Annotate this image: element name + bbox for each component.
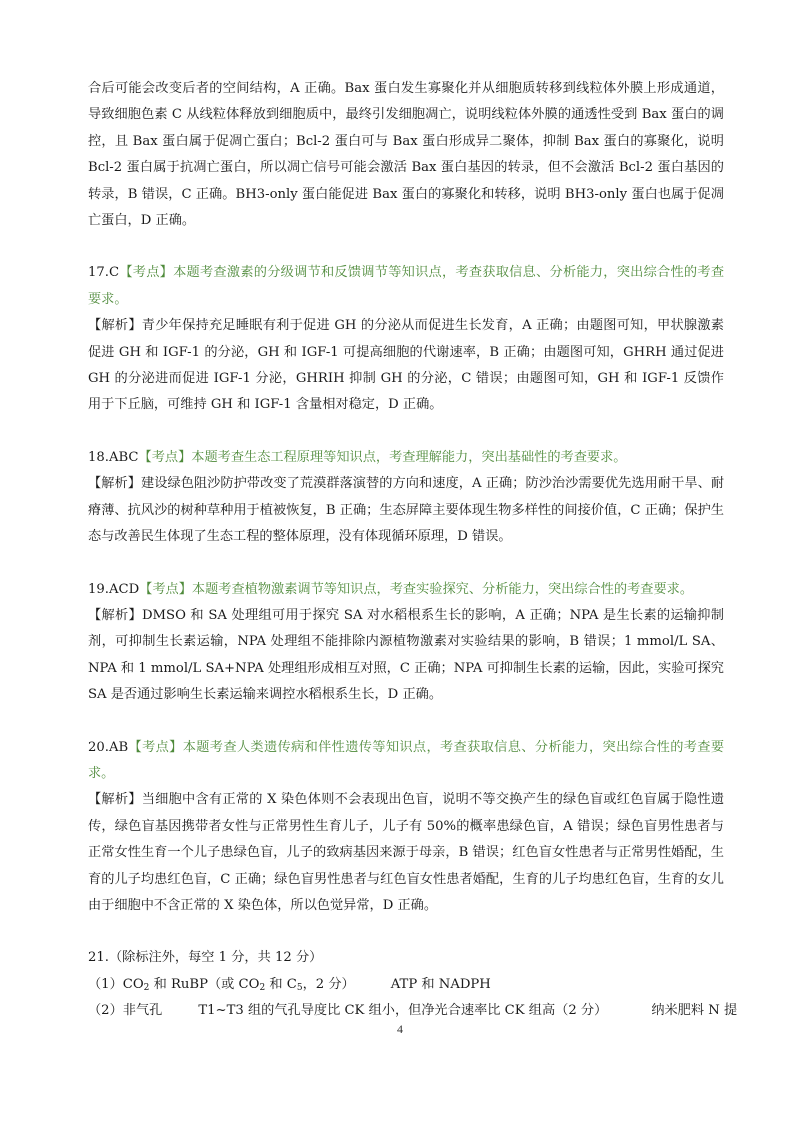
question-21 xyxy=(88,945,738,1024)
q18-kaodian-label: 【考点】 xyxy=(138,449,192,465)
q21-l1-answer2: ATP 和 NADPH xyxy=(390,976,491,992)
q21-header: 21.（除标注外，每空 1 分，共 12 分） xyxy=(88,950,323,966)
q17-kaodian-line xyxy=(88,260,724,313)
q21-l1-mid1: 和 RuBP（或 CO xyxy=(149,976,260,992)
q20-jiexi-text: 当细胞中含有正常的 X 染色体则不会表现出色盲，说明不等交换产生的绿色盲或红色盲属于隐性遗传，绿色盲基因携带者女性与正常男性生育儿子，儿子有 50%的概率患绿色盲，A 错误；绿色盲男性患者与正常女性生育一个儿子患绿色盲，儿子的致病基因来源于母亲，B 错误；红色盲女性患者与正常男性婚配，生育的儿子均患红色盲，C 正确；绿色盲男性患者与红色盲女性患者婚配，生育的儿子均患红色盲，生育的女儿由于细胞中不含正常的 X 染色体，所以色觉异常，D 正确。 xyxy=(88,792,725,913)
q17-jiexi-text: 青少年保持充足睡眠有利于促进 GH 的分泌从而促进生长发育，A 正确；由题图可知，甲状腺激素促进 GH 和 IGF-1 的分泌，GH 和 IGF-1 可提高细胞的代谢速率，B 正确；由题图可知，GHRH 通过促进 GH 的分泌进而促进 IGF-1 分泌，GHRIH 抑制 GH 的分泌，C 错误；由题图可知，GH 和 IGF-1 反馈作用于下丘脑，可维持 GH 和 IGF-1 含量相对稳定，D 正确。 xyxy=(88,318,724,413)
q19-jiexi-line xyxy=(88,603,724,709)
q17-jiexi-label: 【解析】 xyxy=(88,318,142,334)
q17-kaodian-text: 本题考查激素的分级调节和反馈调节等知识点，考查获取信息、分析能力，突出综合性的考查要求。 xyxy=(88,265,725,307)
question-20 xyxy=(88,735,724,920)
q21-l2-answer3: 纳米肥料 N 提 xyxy=(651,1003,738,1019)
q17-number: 17.C xyxy=(88,265,120,281)
q20-kaodian-text: 本题考查人类遗传病和伴性遗传等知识点，考查获取信息、分析能力，突出综合性的考查要求。 xyxy=(88,739,725,781)
q21-l1-prefix: （1）CO xyxy=(88,976,144,992)
q17-jiexi-line xyxy=(88,313,724,419)
q19-kaodian-label: 【考点】 xyxy=(139,581,192,597)
q19-jiexi-text: DMSO 和 SA 处理组可用于探究 SA 对水稻根系生长的影响，A 正确；NPA 是生长素的运输抑制剂，可抑制生长素运输，NPA 处理组不能排除内源植物激素对实验结果的影响，B 错误；1 mmol/L SA、NPA 和 1 mmol/L SA+NPA 处理组形成相互对照，C 正确；NPA 可抑制生长素的运输，因此，实验可探究 SA 是否通过影响生长素运输来调控水稻根系生长，D 正确。 xyxy=(88,607,724,703)
q19-number: 19.ACD xyxy=(88,581,140,597)
page-number: 4 xyxy=(397,1022,403,1036)
question-17 xyxy=(88,260,724,418)
q21-l1-suffix: ，2 分） xyxy=(302,976,355,992)
q21-l2-answer2: T1~T3 组的气孔导度比 CK 组小，但净光合速率比 CK 组高（2 分） xyxy=(198,1003,608,1019)
q19-kaodian-line xyxy=(88,577,724,603)
q19-kaodian-text: 本题考查植物激素调节等知识点，考查实验探究、分析能力，突出综合性的考查要求。 xyxy=(191,581,694,597)
q18-number: 18.ABC xyxy=(88,449,139,465)
q17-kaodian-label: 【考点】 xyxy=(119,265,174,281)
q20-jiexi-line xyxy=(88,787,724,919)
continuation-paragraph: 合后可能会改变后者的空间结构，A 正确。Bax 蛋白发生寡聚化并从细胞质转移到线粒体外膜上形成通道，导致细胞色素 C 从线粒体释放到细胞质中，最终引发细胞凋亡，说明线粒体外膜的通透性受到 Bax 蛋白的调控，且 Bax 蛋白属于促凋亡蛋白；Bcl-2 蛋白可与 Bax 蛋白形成异二聚体，抑制 Bax 蛋白的寡聚化，说明 Bcl-2 蛋白属于抗凋亡蛋白，所以凋亡信号可能会激活 Bax 蛋白基因的转录，但不会激活 Bcl-2 蛋白基因的转录，B 错误，C 正确。BH3-only 蛋白能促进 Bax 蛋白的寡聚化和转移，说明 BH3-only 蛋白也属于促凋亡蛋白，D 正确。 xyxy=(88,81,724,229)
q21-l1-sub3: 5 xyxy=(296,982,303,993)
question-19 xyxy=(88,577,724,709)
q21-line-2 xyxy=(88,998,738,1024)
q18-kaodian-line xyxy=(88,445,724,471)
q21-l1-sub2: 2 xyxy=(259,982,266,993)
answer-content xyxy=(88,76,738,1025)
q20-jiexi-label: 【解析】 xyxy=(88,792,142,808)
q20-kaodian-label: 【考点】 xyxy=(128,739,183,755)
question-18 xyxy=(88,445,724,551)
q18-kaodian-text: 本题考查生态工程原理等知识点，考查理解能力，突出基础性的考查要求。 xyxy=(191,449,627,465)
q19-jiexi-label: 【解析】 xyxy=(88,607,142,623)
q18-jiexi-line xyxy=(88,471,724,550)
q20-number: 20.AB xyxy=(88,739,129,755)
q21-line-1 xyxy=(88,972,724,998)
q21-l2-prefix: （2）非气孔 xyxy=(88,1003,163,1019)
q21-l1-mid2: 和 C xyxy=(265,976,297,992)
q18-jiexi-text: 建设绿色阻沙防护带改变了荒漠群落演替的方向和速度，A 正确；防沙治沙需要优先选用耐干旱、耐瘠薄、抗风沙的树种草种用于植被恢复，B 正确；生态屏障主要体现生物多样性的间接价值，C 正确；保护生态与改善民生体现了生态工程的整体原理，没有体现循环原理，D 错误。 xyxy=(88,476,725,545)
q21-l1-sub1: 2 xyxy=(143,982,150,993)
q20-kaodian-line xyxy=(88,735,724,788)
q18-jiexi-label: 【解析】 xyxy=(88,476,141,492)
